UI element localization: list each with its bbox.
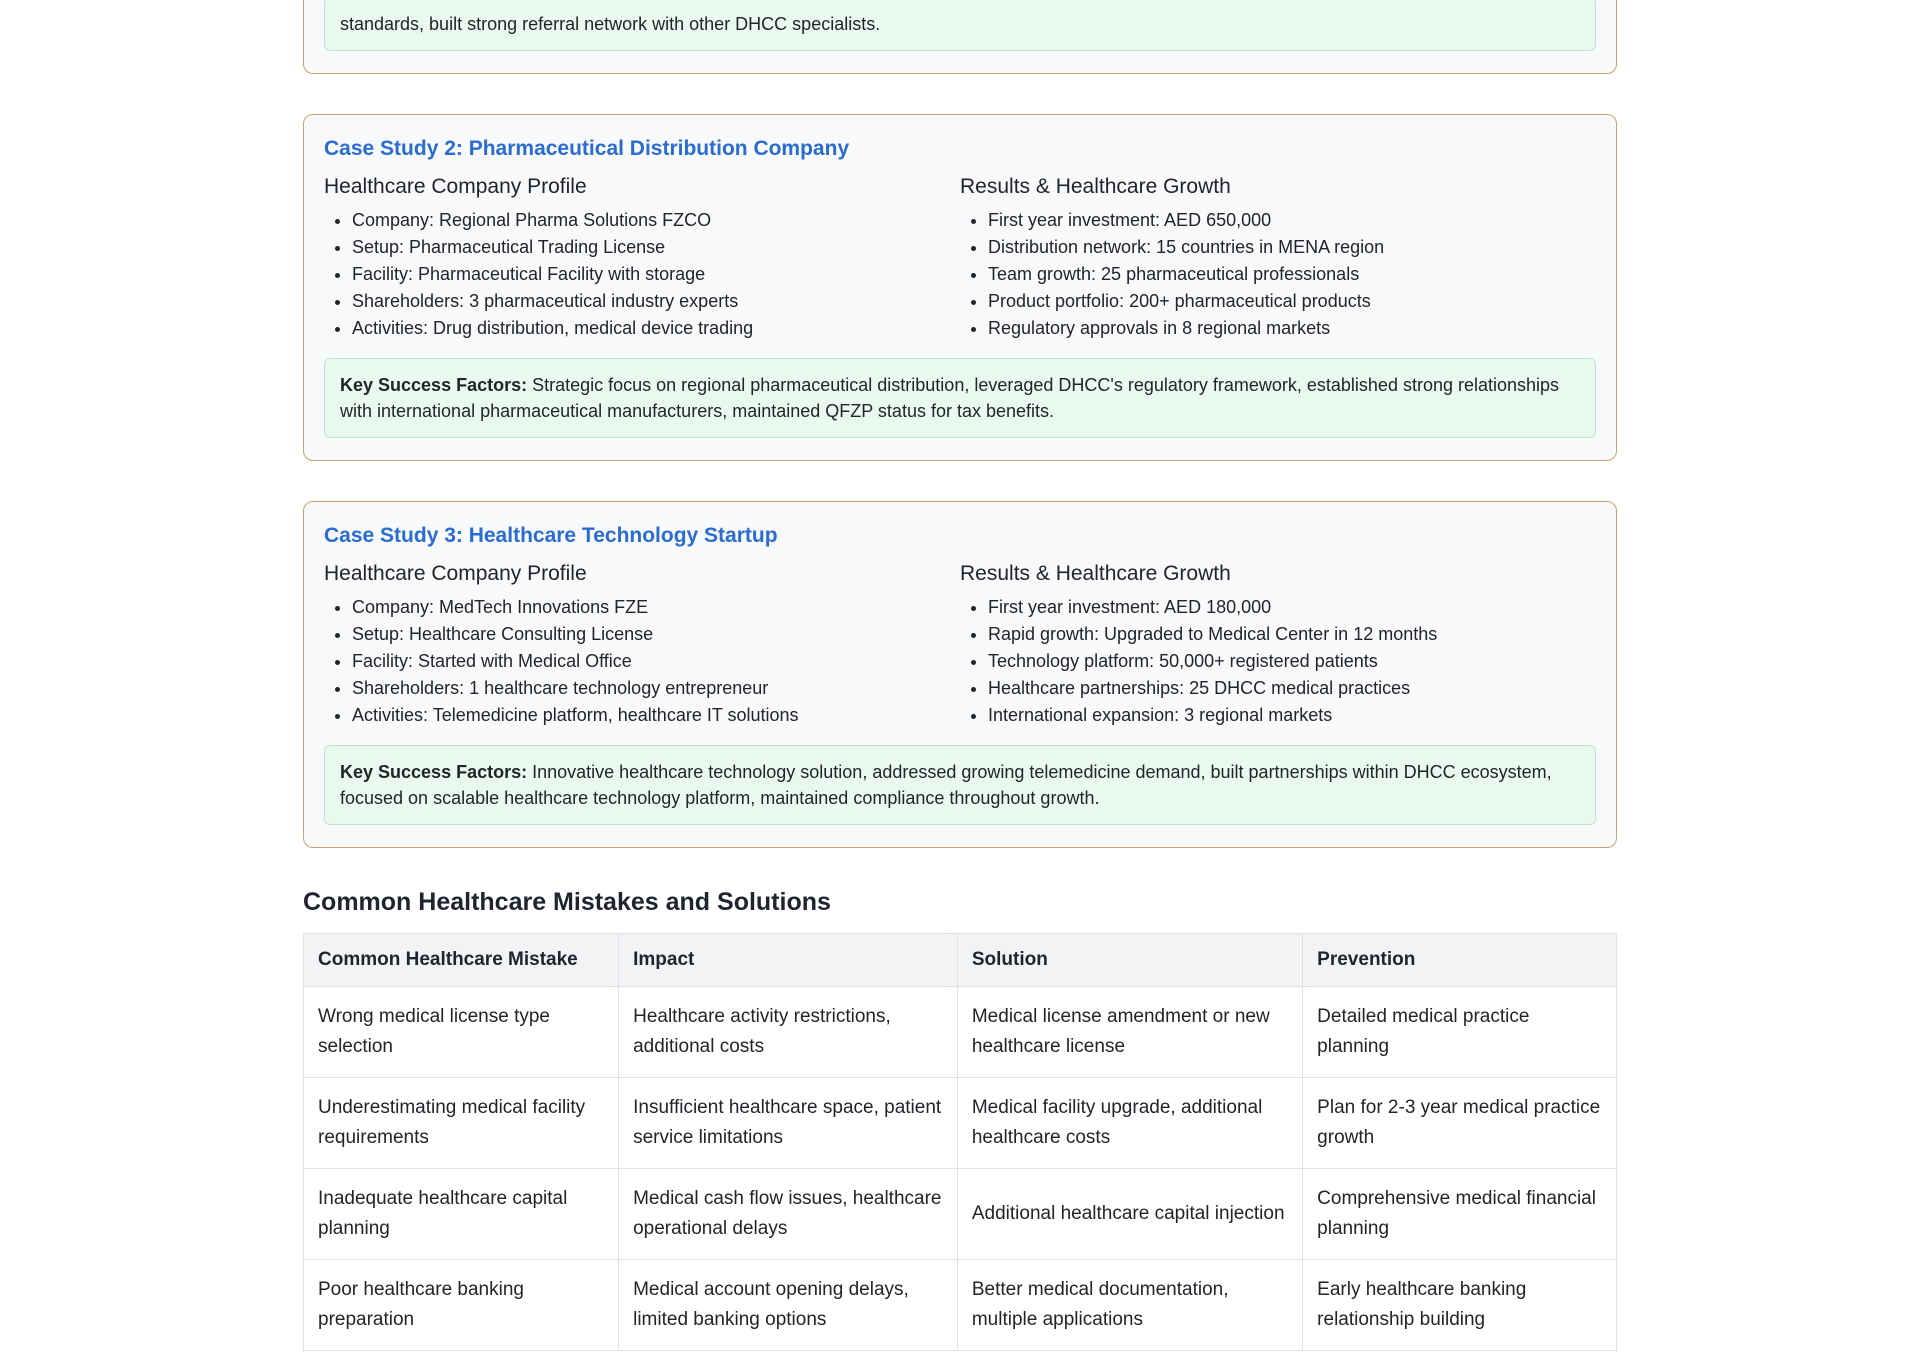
company-profile-list [324,596,960,727]
key-success-factors-label: Key Success Factors: [340,762,528,782]
table-cell: Medical cash flow issues, healthcare operational delays [619,1169,958,1260]
key-success-factors-label: Key Success Factors: [340,375,528,395]
list-item: • Shareholders: 1 healthcare technology entrepreneur [352,677,960,700]
column-header-impact: Impact [619,934,958,987]
column-header-prevention: Prevention [1303,934,1617,987]
table-cell: Detailed medical practice planning [1303,987,1617,1078]
page-content [303,0,1617,1351]
results-list [960,596,1596,727]
case-study-columns [324,175,1596,344]
case-study-2-card [303,114,1617,461]
list-item: • Healthcare partnerships: 25 DHCC medical practices [988,677,1596,700]
company-profile-heading: Healthcare Company Profile [324,562,587,585]
key-success-factors-text: Strategic focus on regional pharmaceutical distribution, leveraged DHCC's regulatory framework, established strong relationships with international pharmaceutical manufacturers, maintained QFZP status for tax benefits. [340,375,1560,421]
table-cell: Insufficient healthcare space, patient service limitations [619,1078,958,1169]
list-item: • Setup: Healthcare Consulting License [352,623,960,646]
list-item: • Technology platform: 50,000+ registered patients [988,650,1596,673]
list-item: • Company: MedTech Innovations FZE [352,596,960,619]
list-item: • Regulatory approvals in 8 regional markets [988,317,1596,340]
list-item: • Shareholders: 3 pharmaceutical industry experts [352,290,960,313]
table-cell: Medical account opening delays, limited banking options [619,1260,958,1351]
list-item: • First year investment: AED 180,000 [988,596,1596,619]
table-cell: Medical license amendment or new healthcare license [957,987,1302,1078]
case-study-columns [324,562,1596,731]
list-item: • Distribution network: 15 countries in MENA region [988,236,1596,259]
table-row [304,1078,1617,1169]
case-study-1-card-partial [303,0,1617,74]
company-profile-list [324,209,960,340]
results-list [960,209,1596,340]
list-item: • Activities: Drug distribution, medical device trading [352,317,960,340]
case-study-title: Case Study 3: Healthcare Technology Startup [324,524,778,547]
table-cell: Medical facility upgrade, additional healthcare costs [957,1078,1302,1169]
key-success-factors-tail-text: standards, built strong referral network with other DHCC specialists. [340,14,881,34]
table-row [304,1260,1617,1351]
table-row [304,987,1617,1078]
key-success-factors-box [324,358,1596,438]
list-item: • Product portfolio: 200+ pharmaceutical products [988,290,1596,313]
table-cell: Wrong medical license type selection [304,987,619,1078]
key-success-factors-text: Innovative healthcare technology solution, addressed growing telemedicine demand, built partnerships within DHCC ecosystem, focused on scalable healthcare technology platform, maintained compliance throughout growth. [340,762,1552,808]
list-item: • Company: Regional Pharma Solutions FZCO [352,209,960,232]
list-item: • Facility: Pharmaceutical Facility with storage [352,263,960,286]
list-item: • Team growth: 25 pharmaceutical professionals [988,263,1596,286]
table-cell: Comprehensive medical financial planning [1303,1169,1617,1260]
case-study-title: Case Study 2: Pharmaceutical Distribution Company [324,137,850,160]
key-success-factors-box [324,0,1596,51]
list-item: • Activities: Telemedicine platform, healthcare IT solutions [352,704,960,727]
table-row [304,1169,1617,1260]
company-profile-column [324,175,960,344]
case-study-3-card [303,501,1617,848]
list-item: • International expansion: 3 regional markets [988,704,1596,727]
table-header-row [304,934,1617,987]
results-column [960,175,1596,344]
column-header-solution: Solution [957,934,1302,987]
mistakes-section-heading: Common Healthcare Mistakes and Solutions [303,888,831,916]
company-profile-column [324,562,960,731]
results-heading: Results & Healthcare Growth [960,562,1231,585]
table-cell: Early healthcare banking relationship building [1303,1260,1617,1351]
key-success-factors-box [324,745,1596,825]
table-cell: Plan for 2-3 year medical practice growth [1303,1078,1617,1169]
column-header-mistake: Common Healthcare Mistake [304,934,619,987]
list-item: • First year investment: AED 650,000 [988,209,1596,232]
company-profile-heading: Healthcare Company Profile [324,175,587,198]
table-cell: Inadequate healthcare capital planning [304,1169,619,1260]
table-cell: Additional healthcare capital injection [957,1169,1302,1260]
results-heading: Results & Healthcare Growth [960,175,1231,198]
table-cell: Poor healthcare banking preparation [304,1260,619,1351]
results-column [960,562,1596,731]
mistakes-table [303,933,1617,1351]
list-item: • Rapid growth: Upgraded to Medical Center in 12 months [988,623,1596,646]
table-cell: Underestimating medical facility requirements [304,1078,619,1169]
list-item: • Setup: Pharmaceutical Trading License [352,236,960,259]
table-cell: Better medical documentation, multiple applications [957,1260,1302,1351]
table-cell: Healthcare activity restrictions, additional costs [619,987,958,1078]
list-item: • Facility: Started with Medical Office [352,650,960,673]
